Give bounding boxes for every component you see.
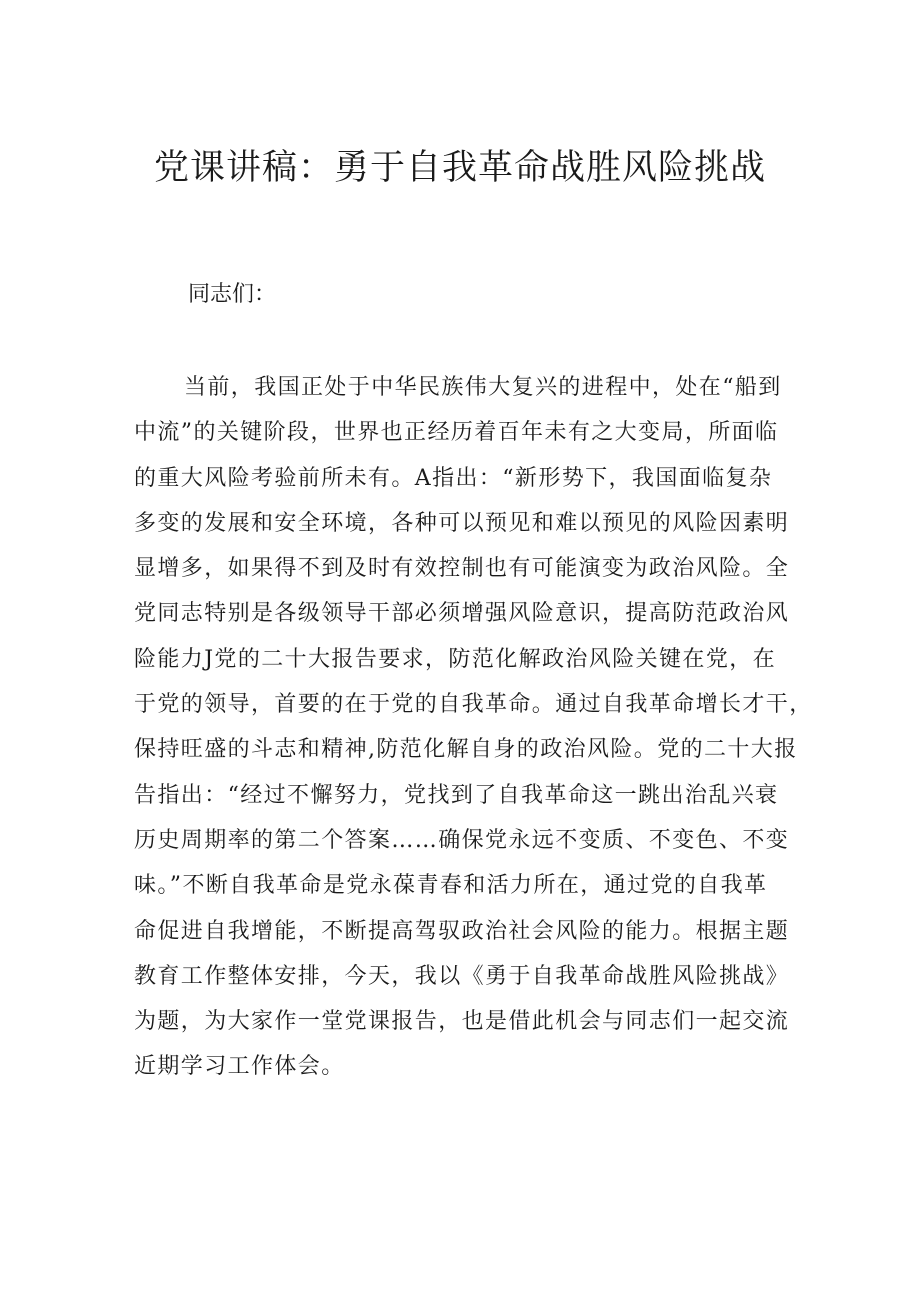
document-title: 党课讲稿：勇于自我革命战胜风险挑战	[153, 148, 766, 188]
paragraph-line: 历史周期率的第二个答案……确保党永远不变质、不变色、不变	[134, 827, 790, 853]
paragraph-line: 险能力J党的二十大报告要求，防范化解政治风险关键在党，在	[134, 646, 777, 672]
paragraph-line: 党同志特别是各级领导干部必须增强风险意识，提高防范政治风	[134, 601, 790, 627]
paragraph-line: 近期学习工作体会。	[134, 1054, 345, 1080]
paragraph-line: 于党的领导，首要的在于党的自我革命。通过自我革命增长才干，	[134, 692, 813, 718]
paragraph-line: 为题，为大家作一堂党课报告，也是借此机会与同志们一起交流	[134, 1009, 790, 1035]
paragraph-line: 告指出：“经过不懈努力，党找到了自我革命这一跳出治乱兴衰	[134, 782, 779, 808]
paragraph-line: 保持旺盛的斗志和精神,防范化解自身的政治风险。党的二十大报	[134, 737, 798, 763]
paragraph-line: 命促进自我增能，不断提高驾驭政治社会风险的能力。根据主题	[134, 918, 790, 944]
body-paragraph	[134, 365, 813, 1090]
paragraph-line: 当前，我国正处于中华民族伟大复兴的进程中，处在“船到	[184, 375, 782, 400]
paragraph-line: 中流”的关键阶段，世界也正经历着百年未有之大变局，所面临	[134, 420, 779, 446]
paragraph-line: 教育工作整体安排，今天，我以《勇于自我革命战胜风险挑战》	[134, 963, 790, 989]
paragraph-line: 显增多，如果得不到及时有效控制也有可能演变为政治风险。全	[134, 556, 790, 582]
paragraph-line: 的重大风险考验前所未有。A指出：“新形势下，我国面临复杂	[134, 465, 773, 491]
paragraph-line: 味。”不断自我革命是党永葆青春和活力所在，通过党的自我革	[134, 873, 768, 899]
paragraph-line: 多变的发展和安全环境，各种可以预见和难以预见的风险因素明	[134, 510, 790, 536]
salutation: 同志们：	[188, 282, 277, 307]
